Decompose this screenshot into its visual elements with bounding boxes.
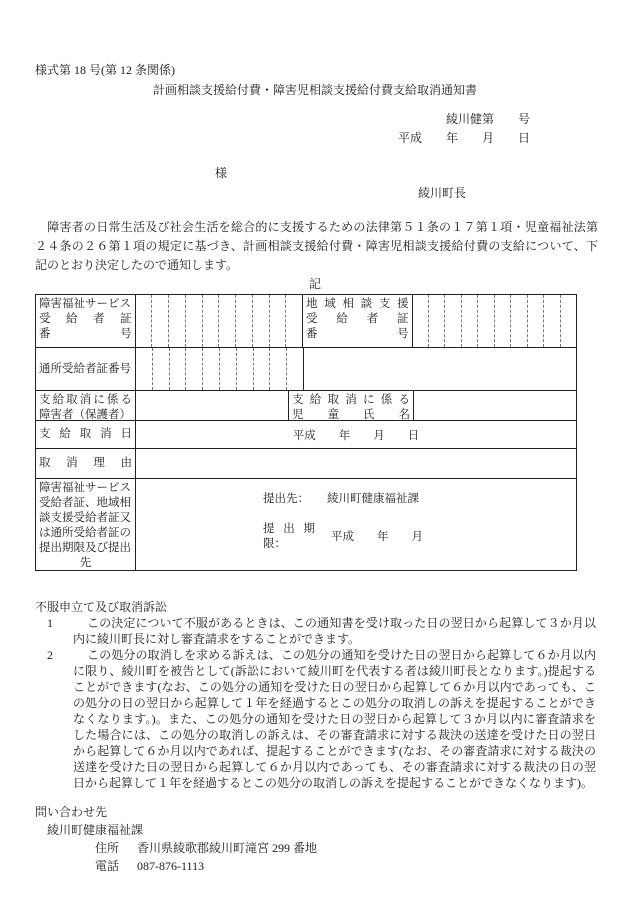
- submission-details: [136, 479, 576, 570]
- disabled-person-label: 支給取消に係る 障害者（保護者）: [36, 391, 136, 420]
- welfare-service-number-digit-boxes: [136, 295, 303, 347]
- table-row-cancellation-date: [36, 420, 576, 448]
- appeal-item-2-text: この処分の取消しを求める訴えは、この処分の通知を受けた日の翌日から起算して６か月以内に限り、綾川町を被告として(訴訟において綾川町を代表する者は綾川町長となります。)提起することができます(なお、この処分の通知を受けた日の翌日から起算して６か月以内であっても、この処分の日の翌日から起算して１年を経過するとこの処分の取消しの訴えを提起することができなくなります。)。また、この処分の通知を受けた日の翌日から起算して３か月以内に審査請求をした場合には、この処分の取消しの訴えは、その審査請求に対する裁決の送達を受けた日の翌日から起算して６か月以内であれば、提起することができます(なお、その審査請求に対する裁決の送達を受けた日の翌日から起算して６か月以内であっても、その審査請求に対する裁決の日の翌日から起算して１年を経過するとこの処分の取消しの訴えを提起することができなくなります)。: [73, 648, 596, 790]
- community-consult-number-digit-boxes: [413, 295, 576, 347]
- commuting-cert-label: 通所受給者証番号: [36, 348, 136, 390]
- submit-to-label: 提出先：: [263, 493, 309, 505]
- submit-to-line: [263, 492, 572, 507]
- submission-label: 障害福祉サービス 受給者証、地域相 談支援受給者証又 は通所受給者証の 提出期限及び提出 先: [36, 479, 136, 570]
- welfare-service-cert-label: 障害福祉サービス 受給者証 番号: [36, 295, 136, 347]
- inquiry-address-row: [95, 839, 630, 857]
- table-row-person-names: [36, 390, 576, 420]
- inquiry-office: 綾川町健康福祉課: [47, 823, 144, 837]
- record-mark: 記: [308, 277, 321, 291]
- reference-number: 綾川健第 号: [445, 112, 530, 126]
- submit-to-value: 綾川町健康福祉課: [327, 493, 419, 505]
- appeal-item-2-number: 2: [47, 648, 53, 662]
- appeal-item-1-number: 1: [47, 616, 53, 630]
- inquiry-phone-row: [95, 857, 630, 875]
- child-name-field: [414, 391, 576, 420]
- deadline-value: 平成 年 月: [331, 530, 423, 543]
- reference-block: [0, 110, 630, 148]
- benefit-cancellation-table: [35, 294, 577, 571]
- table-row-commuting-cert: [36, 347, 576, 390]
- cancellation-reason-field: [136, 449, 576, 478]
- appeal-item-2: [47, 647, 596, 791]
- table-row-cancellation-reason: [36, 448, 576, 478]
- page-title: 計画相談支援給付費・障害児相談支援給付費支給取消通知書: [152, 83, 477, 97]
- deadline-line: [263, 522, 572, 552]
- cancellation-date-label: 支給取消日: [36, 421, 136, 448]
- child-name-label: 支給取消に係る 児童氏名: [289, 391, 414, 420]
- appeal-item-1-text: この決定について不服があるときは、この通知書を受け取った日の翌日から起算して３か月以内に綾川町長に対し審査請求をすることができます。: [73, 616, 596, 646]
- table-row-submission: [36, 478, 576, 570]
- phone-label: 電話: [95, 859, 120, 873]
- deadline-label: 提出期 限：: [263, 523, 315, 550]
- addressee-sama: 様: [215, 166, 228, 180]
- phone-value: 087-876-1113: [137, 859, 205, 873]
- appeal-section-heading: 不服申立て及び取消訴訟: [35, 600, 168, 614]
- inquiry-heading: 問い合わせ先: [35, 805, 108, 819]
- table-row-recipient-numbers: [36, 295, 576, 347]
- appeal-item-1: [47, 615, 596, 647]
- address-value: 香川県綾歌郡綾川町滝宮 299 番地: [137, 841, 318, 855]
- cancellation-reason-label: 取消理由: [36, 449, 136, 478]
- disabled-person-name-field: [136, 391, 289, 420]
- community-consult-cert-label: 地域相談支援 受給者証 番号: [303, 295, 413, 347]
- notification-body: 障害者の日常生活及び社会生活を総合的に支援するための法律第５１条の１７第１項・児童福祉法第２４条の２６第１項の規定に基づき、計画相談支援給付費・障害児相談支援給付費の支給について、下記のとおり決定したので通知します。: [35, 220, 598, 272]
- empty-cell: [304, 348, 576, 390]
- cancellation-date-value: 平成 年 月 日: [292, 429, 420, 442]
- form-number: 様式第 18 号(第 12 条関係): [35, 63, 175, 77]
- address-label: 住所: [95, 841, 120, 855]
- issuer-title: 綾川町長: [418, 186, 467, 200]
- commuting-cert-number-digit-boxes: [136, 348, 304, 390]
- issue-date: 平成 年 月 日: [397, 131, 530, 145]
